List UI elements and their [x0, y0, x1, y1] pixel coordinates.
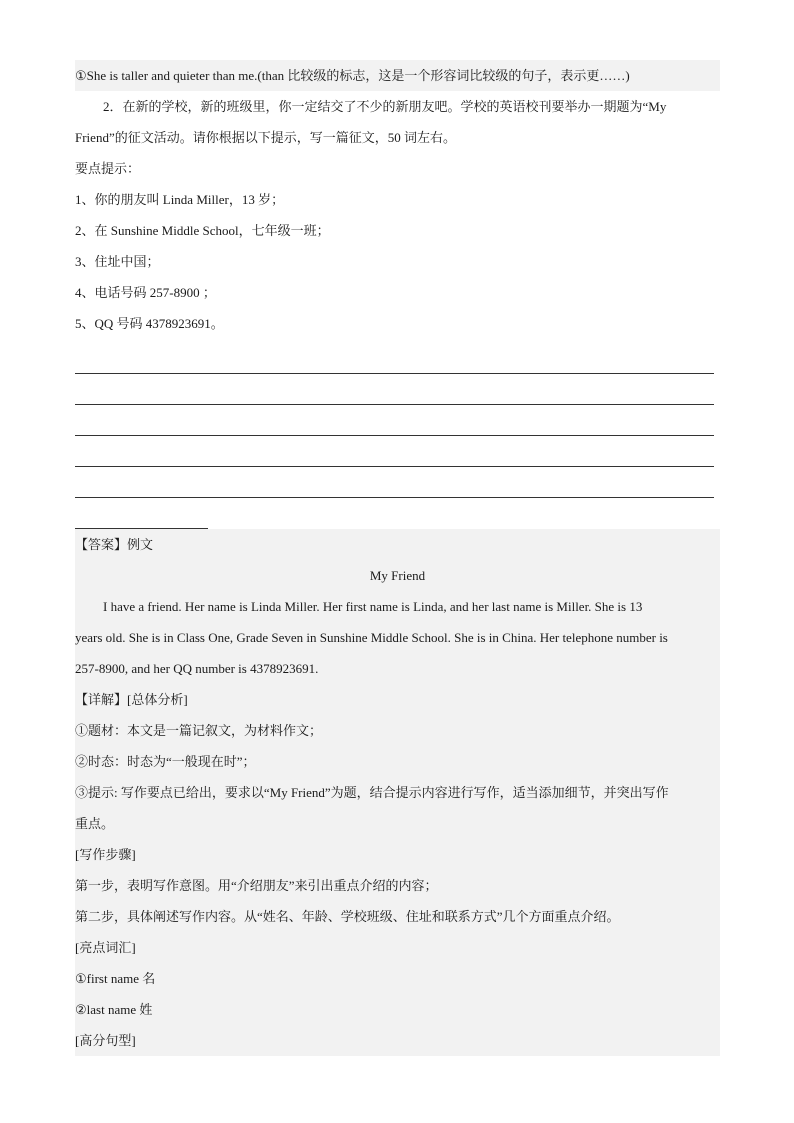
question-line-1: 2．在新的学校，新的班级里，你一定结交了不少的新朋友吧。学校的英语校刊要举办一期题为“My [103, 99, 667, 114]
intro-line: ①She is taller and quieter than me.(than 比较级的标志，这是一个形容词比较级的句子，表示更……) [75, 60, 720, 91]
document-page [75, 60, 720, 1056]
steps-heading: [写作步骤] [75, 839, 720, 870]
tip-item-2: 2、在 Sunshine Middle School，七年级一班； [75, 223, 330, 238]
answer-label: 【答案】例文 [75, 529, 720, 560]
tip-item-1: 1、你的朋友叫 Linda Miller，13 岁； [75, 192, 285, 207]
analysis-item-1: ①题材：本文是一篇记叙文，为材料作文； [75, 715, 720, 746]
essay-line-3: 257-8900, and her QQ number is 4378923691. [75, 653, 720, 684]
writing-line [75, 405, 720, 436]
sentences-heading: [高分句型] [75, 1025, 720, 1056]
tips-heading: 要点提示： [75, 161, 141, 176]
tip-item-3: 3、住址中国； [75, 254, 160, 269]
analysis-item-3: ③提示: 写作要点已给出，要求以“My Friend”为题，结合提示内容进行写作，适当添加细节，并突出写作 [75, 777, 720, 808]
writing-line [75, 467, 720, 498]
step-item-2: 第二步，具体阐述写作内容。从“姓名、年龄、学校班级、住址和联系方式”几个方面重点介绍。 [75, 901, 720, 932]
explanation-label: 【详解】[总体分析] [75, 684, 720, 715]
writing-line [75, 343, 720, 374]
step-item-1: 第一步，表明写作意图。用“介绍朋友”来引出重点介绍的内容； [75, 870, 720, 901]
vocab-item-2: ②last name 姓 [75, 994, 720, 1025]
writing-line-short [75, 498, 720, 529]
question-line-2: Friend”的征文活动。请你根据以下提示，写一篇征文，50 词左右。 [75, 130, 456, 145]
writing-line [75, 374, 720, 405]
tip-item-5: 5、QQ 号码 4378923691。 [75, 316, 224, 331]
analysis-item-3-cont: 重点。 [75, 808, 720, 839]
essay-line-2: years old. She is in Class One, Grade Seven in Sunshine Middle School. She is in China. Her telephone number is [75, 622, 720, 653]
writing-line [75, 436, 720, 467]
vocab-item-1: ①first name 名 [75, 963, 720, 994]
essay-line-1: I have a friend. Her name is Linda Miller. Her first name is Linda, and her last name is Miller. She is 13 [75, 591, 720, 622]
tip-item-4: 4、电话号码 257-8900 ； [75, 285, 216, 300]
vocab-heading: [亮点词汇] [75, 932, 720, 963]
essay-title: My Friend [75, 560, 720, 591]
answer-lines [75, 343, 720, 529]
analysis-item-2: ②时态：时态为“一般现在时”； [75, 746, 720, 777]
